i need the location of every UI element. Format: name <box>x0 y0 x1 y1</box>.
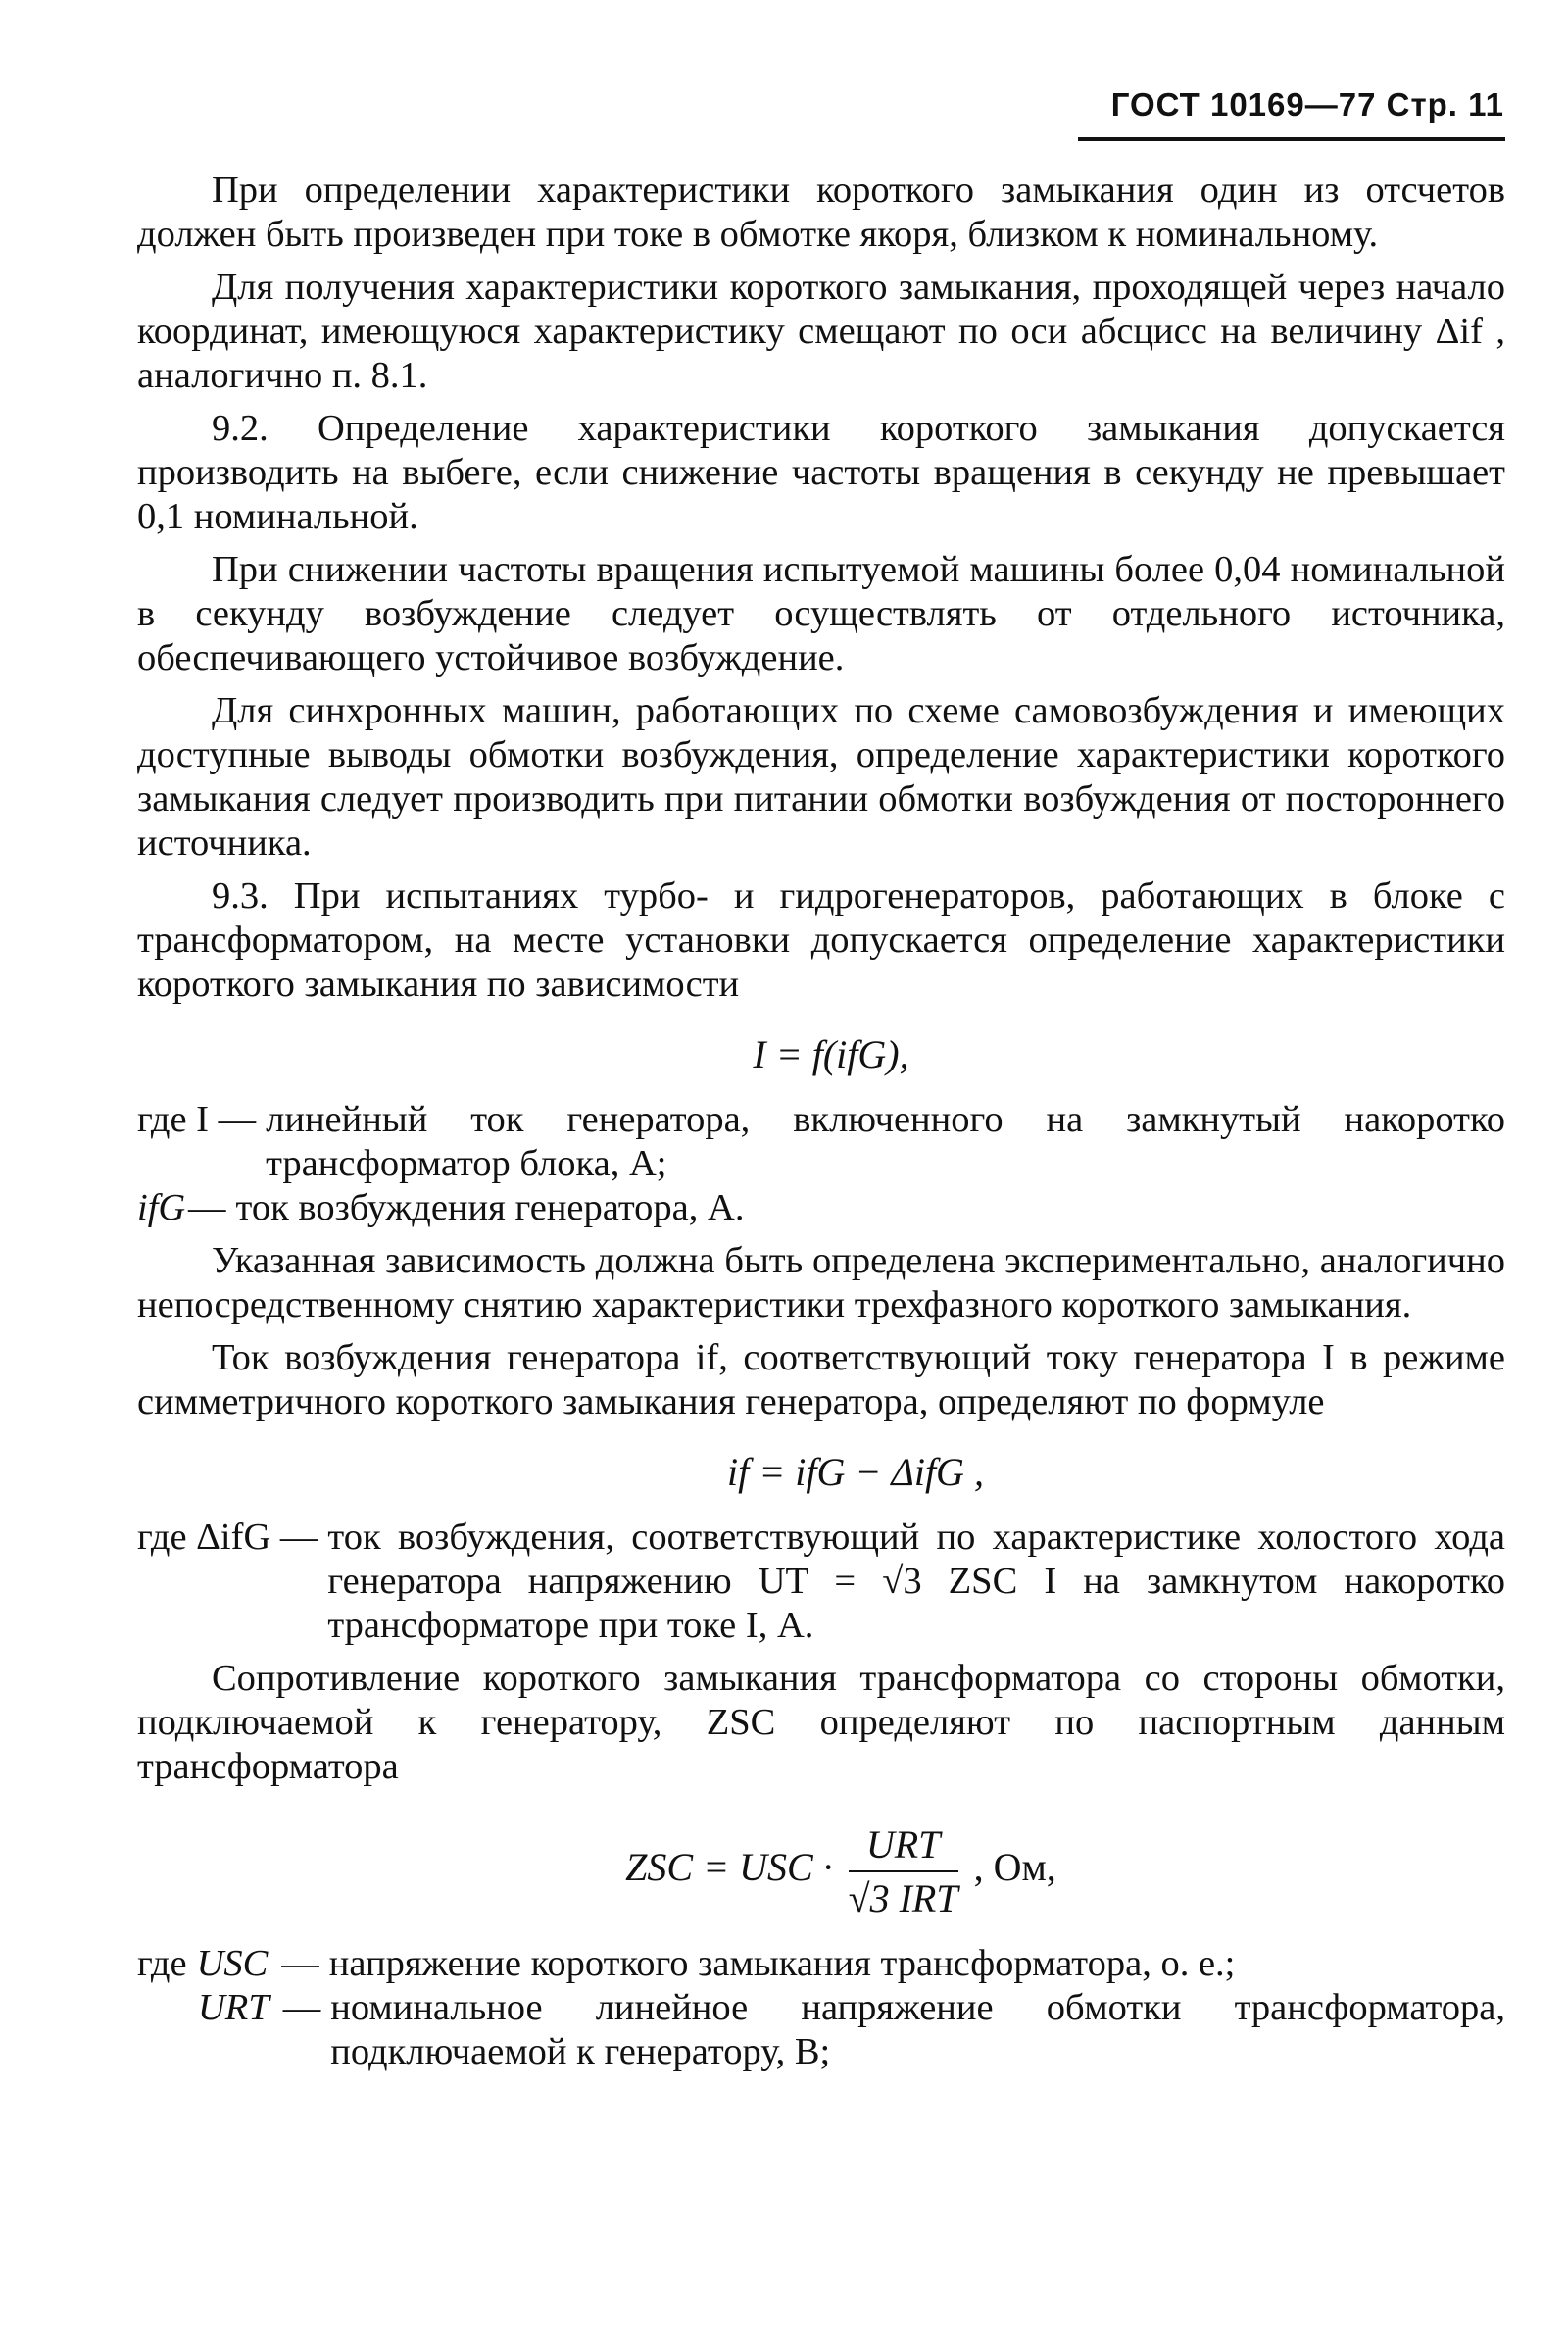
definition-short-circuit-voltage <box>137 1942 1505 1986</box>
page-header: ГОСТ 10169—77 Стр. 11 <box>1110 86 1504 123</box>
paragraph-9-2: 9.2. Определение характеристики короткого замыкания допускается производить на выбеге, если снижение частоты вращения в секунду не превышает 0,1 номинальной. <box>137 408 1505 537</box>
formula-current-dependency: I = f(ifG), <box>753 1032 909 1076</box>
definition-text: линейный ток генератора, включенного на замкнутый накоротко трансформатор блока, А; <box>266 1099 1505 1184</box>
paragraph-5: Для синхронных машин, работающих по схеме самовозбуждения и имеющих доступные выводы обмотки возбуждения, определение характеристики короткого замыкания следует производить при питании обмотки возбуждения от постороннего источника. <box>137 690 1505 864</box>
formula-left: ZSC = USC · <box>625 1845 833 1890</box>
definition-symbol: где I — <box>137 1099 257 1140</box>
definition-text: номинальное линейное напряжение обмотки трансформатора, подключаемой к генератору, В; <box>330 1987 1505 2072</box>
definition-dash: — <box>282 1987 321 2028</box>
page-body <box>137 169 1505 2083</box>
formula-fraction <box>849 1822 958 1920</box>
definition-dash: — <box>188 1187 226 1228</box>
paragraph-8: Ток возбуждения генератора if, соответствующий току генератора I в режиме симметричного короткого замыкания генератора, определяют по формуле <box>137 1337 1505 1422</box>
formula-right: , Ом, <box>973 1845 1056 1890</box>
definition-text: ток возбуждения, соответствующий по характеристике холостого хода генератора напряжению UT = √3 ZSC I на замкнутом накоротко трансформаторе при токе I, А. <box>327 1517 1505 1646</box>
formula-denominator: √3 IRT <box>848 1876 958 1920</box>
definition-delta-excitation <box>137 1516 1505 1648</box>
definition-line-current <box>137 1098 1505 1186</box>
formula-excitation-current: if = ifG − ΔifG , <box>727 1450 984 1494</box>
definition-symbol: URT <box>198 1987 270 2028</box>
paragraph-7: Указанная зависимость должна быть определена экспериментально, аналогично непосредственному снятию характеристики трехфазного короткого замыкания. <box>137 1240 1505 1325</box>
definition-symbol: USC <box>196 1943 269 1984</box>
definition-dash: — <box>281 1943 319 1984</box>
paragraph-2: Для получения характеристики короткого замыкания, проходящей через начало координат, имеющуюся характеристику смещают по оси абсцисс на величину Δif , аналогично п. 8.1. <box>137 267 1505 396</box>
paragraph-9-3: 9.3. При испытаниях турбо- и гидрогенераторов, работающих в блоке с трансформатором, на месте установки допускается определение характеристики короткого замыкания по зависимости <box>137 875 1505 1005</box>
definition-text: ток возбуждения генератора, А. <box>235 1187 745 1228</box>
paragraph-1: При определении характеристики короткого замыкания один из отсчетов должен быть произведен при токе в обмотке якоря, близком к номинальному. <box>137 170 1505 255</box>
formula-numerator: URT <box>849 1822 958 1872</box>
paragraph-4: При снижении частоты вращения испытуемой машины более 0,04 номинальной в секунду возбуждение следует осуществлять от отдельного источника, обеспечивающего устойчивое возбуждение. <box>137 549 1505 678</box>
paragraph-9: Сопротивление короткого замыкания трансформатора со стороны обмотки, подключаемой к генератору, ZSC определяют по паспортным данным трансформатора <box>137 1658 1505 1787</box>
header-rule <box>1078 137 1505 141</box>
definition-symbol: где ΔifG — <box>137 1517 318 1558</box>
definition-rated-voltage <box>137 1986 1505 2074</box>
definition-lead: где <box>137 1943 187 1984</box>
formula-short-circuit-impedance <box>137 1822 1505 1920</box>
definition-text: напряжение короткого замыкания трансформатора, о. е.; <box>328 1943 1236 1984</box>
definition-excitation-current <box>137 1186 1505 1230</box>
definition-symbol: ifG <box>137 1187 186 1228</box>
